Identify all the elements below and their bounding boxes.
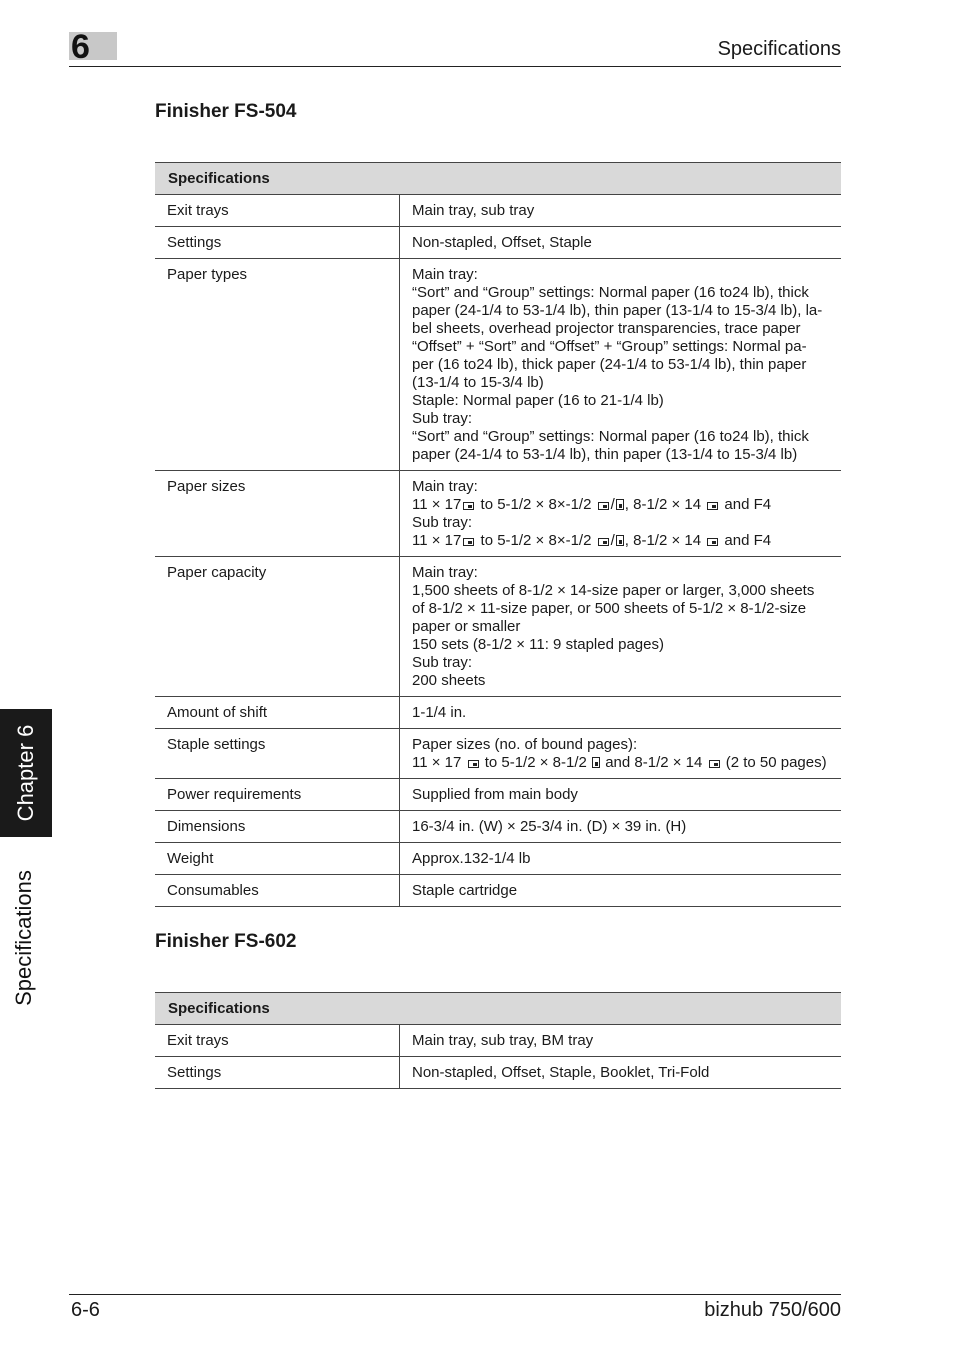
landscape-paper-icon: [463, 502, 474, 510]
value-line: paper or smaller: [412, 618, 521, 635]
row-value: [400, 729, 842, 779]
size-text: (2 to 50 pages): [721, 754, 827, 771]
row-value: [400, 471, 842, 557]
landscape-paper-icon: [707, 538, 718, 546]
row-label: Amount of shift: [155, 697, 400, 729]
row-label: Consumables: [155, 875, 400, 907]
table-row: [155, 557, 841, 697]
size-text: 11 × 17: [412, 532, 462, 549]
size-text: and 8-1/2 × 14: [601, 754, 707, 771]
table-row: [155, 729, 841, 779]
value-line: Staple: Normal paper (16 to 21-1/4 lb): [412, 392, 664, 409]
table-row: [155, 779, 841, 811]
page-header-title: Specifications: [717, 38, 841, 60]
section-title-fs602: Finisher FS-602: [155, 931, 297, 952]
value-line: Staple cartridge: [412, 882, 518, 899]
header-rule: [69, 66, 841, 67]
row-value: [400, 227, 842, 259]
size-text: 11 × 17: [412, 754, 466, 771]
table-header-cell: Specifications: [155, 993, 841, 1025]
row-value: [400, 875, 842, 907]
value-line: 1-1/4 in.: [412, 704, 467, 721]
size-text: /: [610, 496, 615, 513]
value-line: [412, 532, 833, 550]
size-text: , 8-1/2 × 14: [624, 532, 706, 549]
table-row: [155, 1025, 841, 1057]
value-line: Approx.132-1/4 lb: [412, 850, 531, 867]
value-line: paper (24-1/4 to 53-1/4 lb), thin paper (13-1/4 to 15-3/4 lb): [412, 446, 798, 463]
value-line: Main tray, sub tray, BM tray: [412, 1032, 594, 1049]
table-header-row: [155, 163, 841, 195]
value-line: 200 sheets: [412, 672, 486, 689]
table-row: [155, 843, 841, 875]
table-row: [155, 811, 841, 843]
value-line: Sub tray:: [412, 514, 473, 531]
row-label: Weight: [155, 843, 400, 875]
value-line: Paper sizes (no. of bound pages):: [412, 736, 638, 753]
size-text: /: [610, 532, 615, 549]
value-line: Sub tray:: [412, 654, 473, 671]
row-label: Settings: [155, 1057, 400, 1089]
table-row: [155, 697, 841, 729]
value-line: “Sort” and “Group” settings: Normal paper (16 to24 lb), thick: [412, 428, 809, 445]
landscape-paper-icon: [598, 502, 609, 510]
row-value: [400, 1057, 842, 1089]
page-number: 6-6: [71, 1299, 100, 1321]
landscape-paper-icon: [598, 538, 609, 546]
value-line: Non-stapled, Offset, Staple: [412, 234, 592, 251]
row-label: Power requirements: [155, 779, 400, 811]
section-title-fs504: Finisher FS-504: [155, 101, 297, 122]
portrait-paper-icon: [592, 757, 600, 768]
row-value: [400, 195, 842, 227]
value-line: 1,500 sheets of 8-1/2 × 14-size paper or larger, 3,000 sheets: [412, 582, 815, 599]
value-line: (13-1/4 to 15-3/4 lb): [412, 374, 544, 391]
row-label: Paper capacity: [155, 557, 400, 697]
product-name: bizhub 750/600: [704, 1299, 841, 1321]
value-line: “Offset” + “Sort” and “Offset” + “Group” settings: Normal pa-: [412, 338, 807, 355]
value-line: per (16 to24 lb), thick paper (24-1/4 to 53-1/4 lb), thin paper: [412, 356, 807, 373]
row-value: [400, 259, 842, 471]
value-line: Main tray:: [412, 266, 478, 283]
value-line: paper (24-1/4 to 53-1/4 lb), thin paper (13-1/4 to 15-3/4 lb), la-: [412, 302, 823, 319]
side-tab-chapter-label: Chapter 6: [13, 724, 38, 822]
size-text: and F4: [720, 496, 772, 513]
value-line: Supplied from main body: [412, 786, 578, 803]
table-row: [155, 195, 841, 227]
table-header-row: [155, 993, 841, 1025]
value-line: Main tray:: [412, 564, 478, 581]
value-line: Non-stapled, Offset, Staple, Booklet, Tri-Fold: [412, 1064, 710, 1081]
value-line: 150 sets (8-1/2 × 11: 9 stapled pages): [412, 636, 664, 653]
row-label: Settings: [155, 227, 400, 259]
value-line: Sub tray:: [412, 410, 473, 427]
table-header-cell: Specifications: [155, 163, 841, 195]
chapter-number: 6: [71, 28, 90, 66]
row-label: Staple settings: [155, 729, 400, 779]
row-label: Exit trays: [155, 195, 400, 227]
row-value: [400, 557, 842, 697]
value-line: Main tray, sub tray: [412, 202, 535, 219]
value-line: 16-3/4 in. (W) × 25-3/4 in. (D) × 39 in. (H): [412, 818, 687, 835]
row-label: Paper sizes: [155, 471, 400, 557]
size-text: , 8-1/2 × 14: [624, 496, 706, 513]
value-line: bel sheets, overhead projector transparencies, trace paper: [412, 320, 801, 337]
size-text: to 5-1/2 × 8×-1/2: [476, 532, 596, 549]
value-line: Main tray:: [412, 478, 478, 495]
row-label: Exit trays: [155, 1025, 400, 1057]
size-text: and F4: [720, 532, 772, 549]
row-value: [400, 697, 842, 729]
row-label: Paper types: [155, 259, 400, 471]
size-text: 11 × 17: [412, 496, 462, 513]
portrait-paper-icon: [616, 499, 624, 510]
size-text: to 5-1/2 × 8-1/2: [480, 754, 592, 771]
row-value: [400, 811, 842, 843]
landscape-paper-icon: [463, 538, 474, 546]
landscape-paper-icon: [709, 760, 720, 768]
table-row: [155, 875, 841, 907]
row-value: [400, 1025, 842, 1057]
spec-table-fs602: [155, 992, 841, 1089]
portrait-paper-icon: [616, 535, 624, 546]
row-value: [400, 843, 842, 875]
table-row: [155, 227, 841, 259]
size-text: to 5-1/2 × 8×-1/2: [476, 496, 596, 513]
value-line: “Sort” and “Group” settings: Normal paper (16 to24 lb), thick: [412, 284, 809, 301]
spec-table-fs504: [155, 162, 841, 907]
row-label: Dimensions: [155, 811, 400, 843]
table-row: [155, 259, 841, 471]
value-line: [412, 754, 833, 772]
table-row: [155, 1057, 841, 1089]
value-line: [412, 496, 833, 514]
landscape-paper-icon: [707, 502, 718, 510]
footer-rule: [69, 1294, 841, 1295]
value-line: of 8-1/2 × 11-size paper, or 500 sheets of 5-1/2 × 8-1/2-size: [412, 600, 807, 617]
table-row: [155, 471, 841, 557]
side-tab-section-label: Specifications: [11, 870, 36, 1006]
row-value: [400, 779, 842, 811]
landscape-paper-icon: [468, 760, 479, 768]
